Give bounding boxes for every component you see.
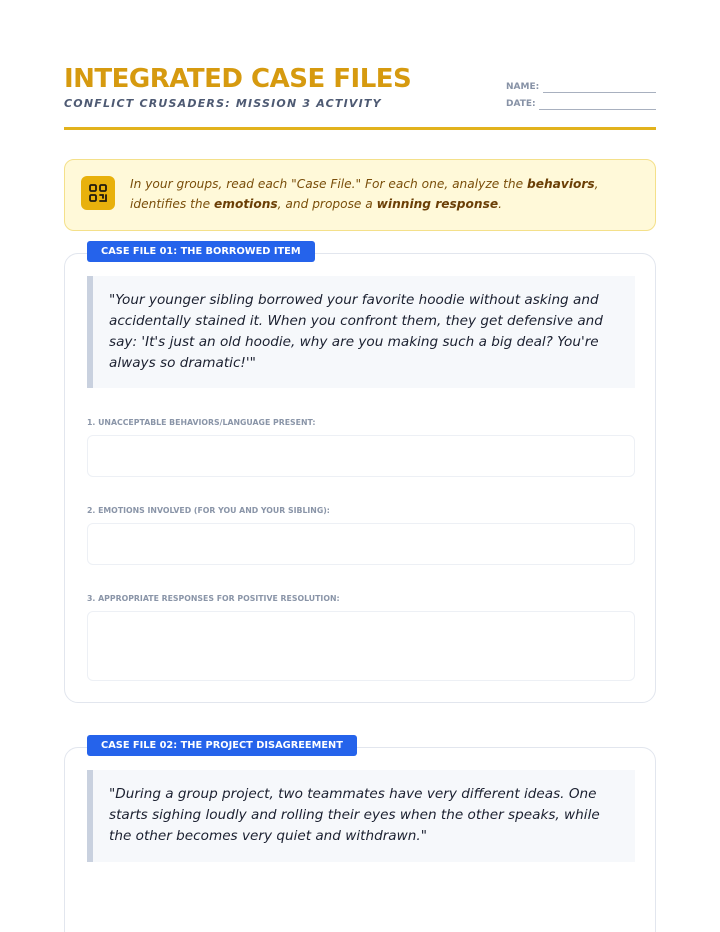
page-subtitle: CONFLICT CRUSADERS: MISSION 3 ACTIVITY [64, 97, 382, 110]
case-file-card [64, 246, 656, 703]
header-divider [64, 127, 656, 130]
question-label: 3. APPROPRIATE RESPONSES FOR POSITIVE RESOLUTION: [87, 594, 340, 603]
name-field[interactable] [506, 80, 656, 97]
date-field[interactable] [506, 97, 656, 114]
scenario-quote: "During a group project, two teammates have very different ideas. One starts sighing loudly and rolling their eyes when the other speaks, while the other becomes very quiet and withdrawn." [87, 770, 635, 862]
name-label: NAME: [506, 82, 540, 92]
answer-box[interactable] [87, 523, 635, 565]
case-file-card [64, 740, 656, 932]
qr-code-icon [81, 176, 115, 210]
worksheet-header [64, 62, 656, 130]
date-line [539, 109, 656, 110]
answer-box[interactable] [87, 435, 635, 477]
date-label: DATE: [506, 99, 536, 109]
case-file-tab: CASE FILE 01: THE BORROWED ITEM [87, 241, 315, 262]
student-info [506, 80, 656, 114]
question-label: 1. UNACCEPTABLE BEHAVIORS/LANGUAGE PRESENT: [87, 418, 316, 427]
name-line [543, 92, 656, 93]
instructions-text: In your groups, read each "Case File." For each one, analyze the behaviors, identifies the emotions, and propose a winning response. [130, 177, 599, 211]
case-file-tab: CASE FILE 02: THE PROJECT DISAGREEMENT [87, 735, 357, 756]
scenario-quote: "Your younger sibling borrowed your favorite hoodie without asking and accidentally stained it. When you confront them, they get defensive and say: 'It's just an old hoodie, why are you making such a big deal? You're always so dramatic!'" [87, 276, 635, 388]
question-label: 2. EMOTIONS INVOLVED (FOR YOU AND YOUR SIBLING): [87, 506, 330, 515]
page-title: INTEGRATED CASE FILES [64, 64, 412, 94]
instructions-box [64, 159, 656, 231]
answer-box[interactable] [87, 611, 635, 681]
